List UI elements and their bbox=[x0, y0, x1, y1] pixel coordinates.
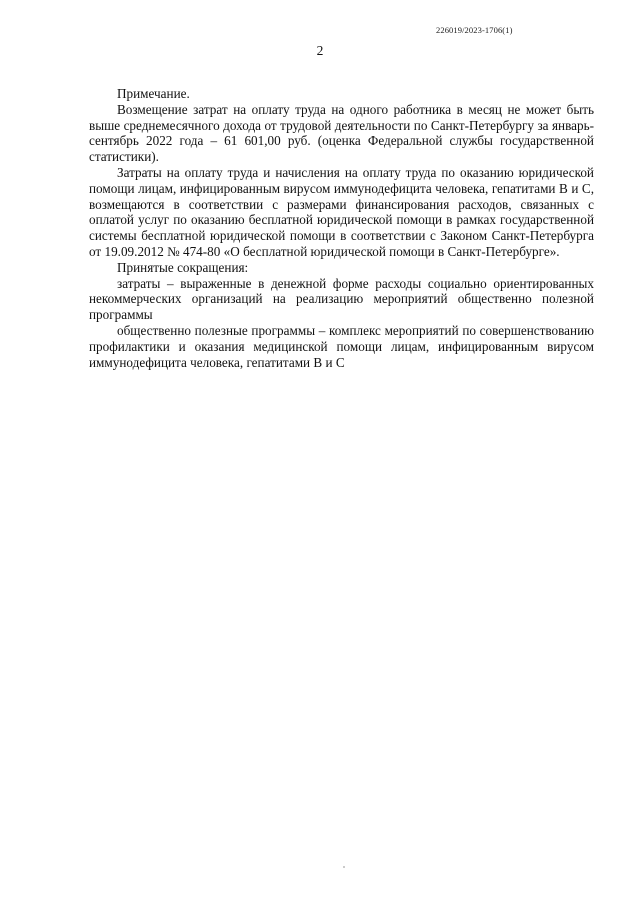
document-body bbox=[89, 86, 594, 370]
abbreviations-heading: Принятые сокращения: bbox=[117, 259, 249, 275]
abbreviation-programs: общественно полезные программы – комплекс мероприятий по совершенствованию профилактики и оказания медицинской помощи лицам, инфицированным вирусом иммунодефицита человека, гепатитами В и С bbox=[89, 322, 594, 370]
paragraph-legal-aid-costs: Затраты на оплату труда и начисления на оплату труда по оказанию юридической помощи лицам, инфицированным вирусом иммунодефицита человека, гепатитами В и С, возмещаются в соответствии с размерами финансирования расходов, связанных с оплатой услуг по оказанию бесплатной юридической помощи в рамках государственной системы бесплатной юридической помощи в соответствии с Законом Санкт-Петербурга от 19.09.2012 № 474-80 «О бесплатной юридической помощи в Санкт-Петербурге». bbox=[89, 164, 594, 259]
document-id: 226019/2023-1706(1) bbox=[436, 25, 513, 35]
paragraph-compensation-limit: Возмещение затрат на оплату труда на одного работника в месяц не может быть выше среднемесячного дохода от трудовой деятельности по Санкт-Петербургу за январь-сентябрь 2022 года – 61 601,00 руб. (оценка Федеральной службы государственной статистики). bbox=[89, 101, 594, 165]
scan-artifact bbox=[343, 866, 345, 868]
abbreviation-costs: затраты – выраженные в денежной форме расходы социально ориентированных некоммерческих организаций на реализацию мероприятий общественно полезной программы bbox=[89, 275, 594, 323]
note-heading: Примечание. bbox=[117, 86, 190, 101]
page-number: 2 bbox=[316, 43, 324, 58]
